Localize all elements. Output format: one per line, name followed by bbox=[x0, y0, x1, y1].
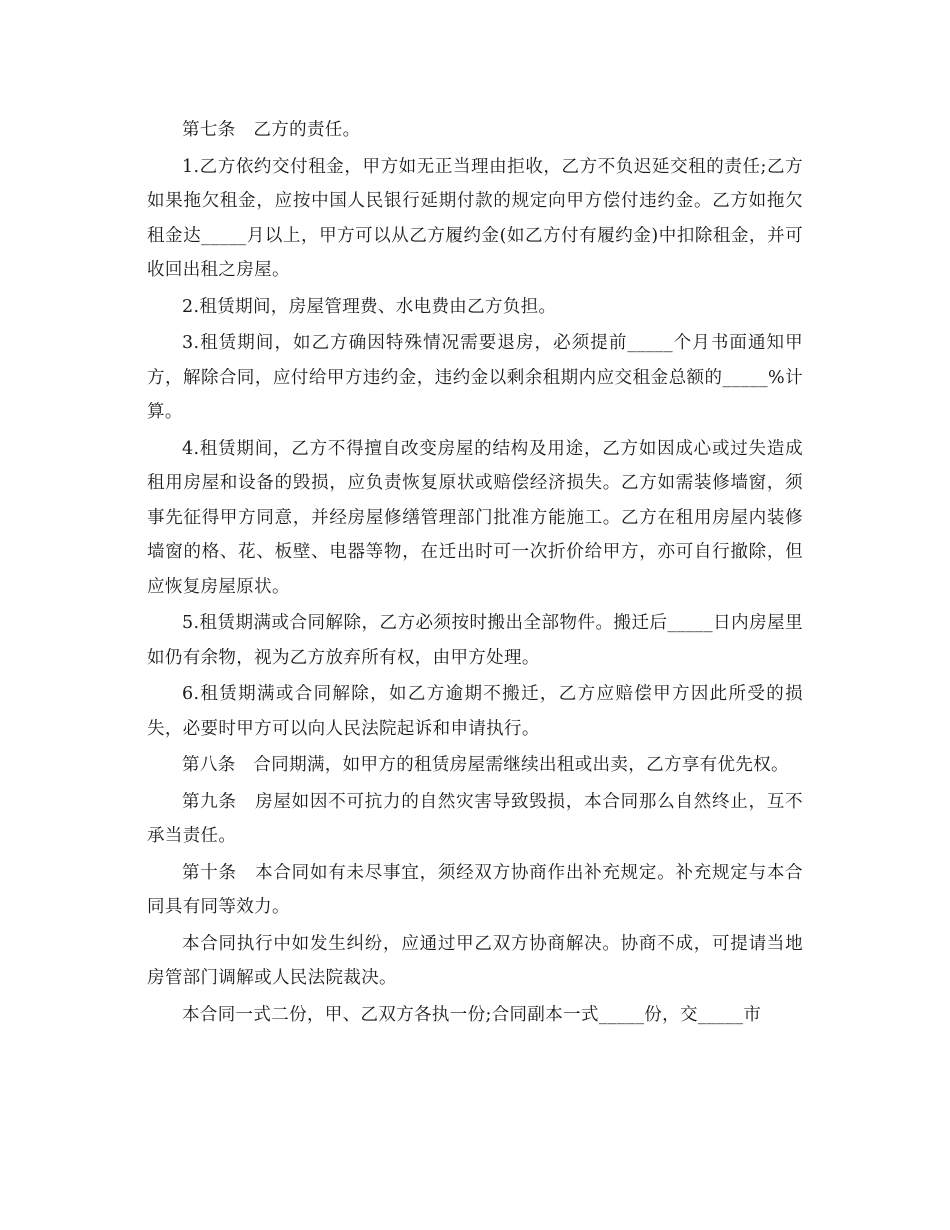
article-9-force-majeure: 第九条 房屋如因不可抗力的自然灾害导致毁损，本合同那么自然终止，互不承当责任。 bbox=[147, 791, 803, 846]
clause-7-1-rent-payment: 1.乙方依约交付租金，甲方如无正当理由拒收，乙方不负迟延交租的责任;乙方如果拖欠租金，应按中国人民银行延期付款的规定向甲方偿付违约金。乙方如拖欠租金达_____月以上，甲方可以从乙方履约金(如乙方付有履约金)中扣除租金，并可收回出租之房屋。 bbox=[147, 156, 803, 280]
clause-7-2-fees: 2.租赁期间，房屋管理费、水电费由乙方负担。 bbox=[182, 296, 557, 317]
copies-clause: 本合同一式二份，甲、乙双方各执一份;合同副本一式_____份，交_____市 bbox=[182, 1004, 762, 1025]
article-7-heading: 第七条 乙方的责任。 bbox=[182, 120, 361, 140]
clause-7-6-overstay: 6.租赁期满或合同解除，如乙方逾期不搬迁，乙方应赔偿甲方因此所受的损失，必要时甲方可以向人民法院起诉和申请执行。 bbox=[147, 684, 803, 739]
clause-7-5-move-out: 5.租赁期满或合同解除，乙方必须按时搬出全部物件。搬迁后_____日内房屋里如仍有余物，视为乙方放弃所有权，由甲方处理。 bbox=[147, 613, 803, 668]
clause-7-4-alterations: 4.租赁期间，乙方不得擅自改变房屋的结构及用途，乙方如因成心或过失造成租用房屋和设备的毁损，应负责恢复原状或赔偿经济损失。乙方如需装修墙窗，须事先征得甲方同意，并经房屋修缮管理部门批准方能施工。乙方在租用房屋内装修墙窗的格、花、板壁、电器等物，在迁出时可一次折价给甲方，亦可自行撤除，但应恢复房屋原状。 bbox=[147, 438, 803, 597]
dispute-resolution: 本合同执行中如发生纠纷，应通过甲乙双方协商解决。协商不成，可提请当地房管部门调解或人民法院裁决。 bbox=[147, 933, 803, 988]
article-10-supplements: 第十条 本合同如有未尽事宜，须经双方协商作出补充规定。补充规定与本合同具有同等效力。 bbox=[147, 862, 803, 917]
contract-body bbox=[147, 113, 803, 1034]
article-8-priority-right: 第八条 合同期满，如甲方的租赁房屋需继续出租或出卖，乙方享有优先权。 bbox=[182, 755, 789, 775]
clause-7-3-early-termination: 3.租赁期间，如乙方确因特殊情况需要退房，必须提前_____个月书面通知甲方，解除合同，应付给甲方违约金，违约金以剩余租期内应交租金总额的_____%计算。 bbox=[147, 333, 803, 422]
